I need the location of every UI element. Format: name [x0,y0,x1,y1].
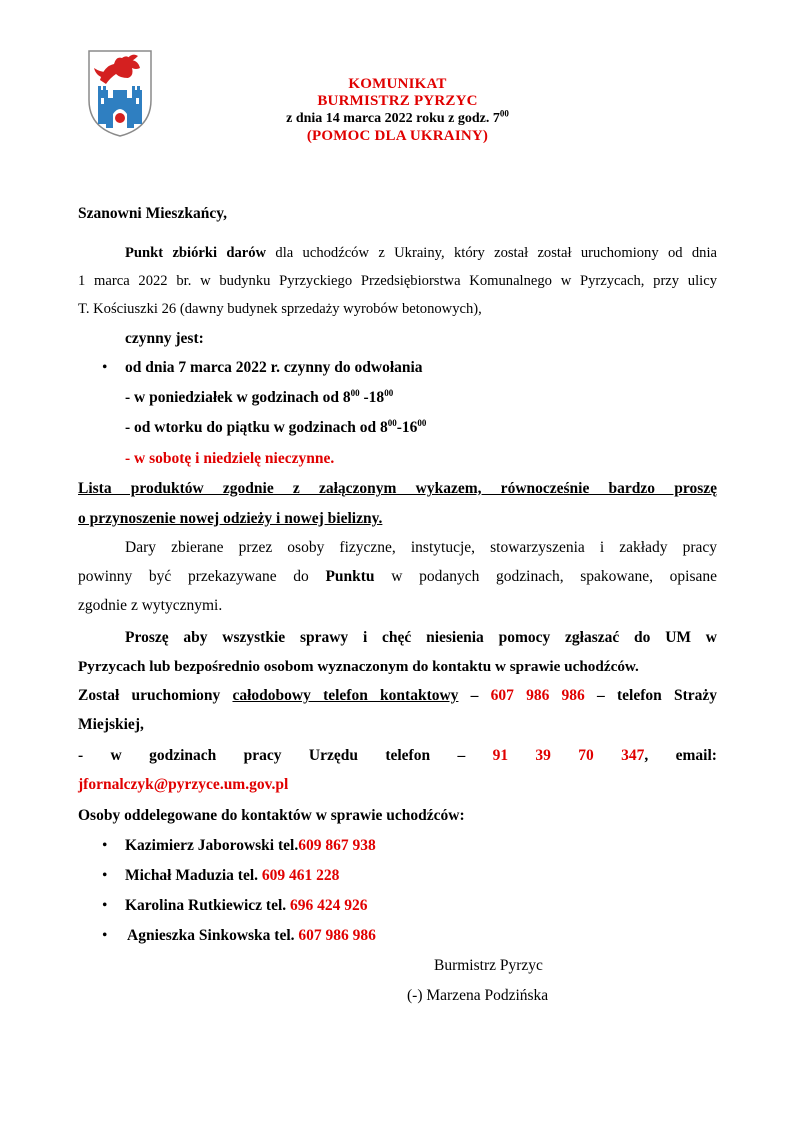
paragraph-1-line-1: Punkt zbiórki darów dla uchodźców z Ukrainy, który został został uruchomiony od dnia [125,245,717,261]
document-header [200,76,595,145]
header-issuer: BURMISTRZ PYRZYC [317,93,478,109]
header-title: KOMUNIKAT [348,76,447,92]
contact-item: Michał Maduzia tel. 609 461 228 [125,867,340,884]
office-hours-line: - w godzinach pracy Urzędu telefon – 91 39 70 347, email: [78,747,717,764]
monday-hours: - w poniedziałek w godzinach od $8^{00}$ $-18^{00}$ [125,387,394,406]
header-subject: (POMOC DLA UKRAINY) [306,128,489,144]
paragraph-2-line-2: powinny być przekazywane do Punktu w podanych godzinach, spakowane, opisane [78,568,717,585]
paragraph-1-line-3: T. Kościuszki 26 (dawny budynek sprzedaży wyrobów betonowych), [78,301,482,317]
coat-of-arms-icon [86,48,154,138]
paragraph-3-line-4: Miejskiej, [78,716,144,733]
paragraph-3-line-2: Pyrzycach lub bezpośrednio osobom wyznaczonym do kontaktu w sprawie uchodźców. [78,658,639,675]
paragraph-2-line-1: Dary zbierane przez osoby fizyczne, instytucje, stowarzyszenia i zakłady pracy [125,539,717,556]
paragraph-3-line-3: Został uruchomiony całodobowy telefon kontaktowy – 607 986 986 – telefon Straży [78,687,717,704]
list-notice-line-1: Lista produktów zgodnie z załączonym wykazem, równocześnie bardzo proszę [78,480,717,497]
bullet-icon: • [102,927,108,944]
bullet-icon: • [102,867,108,884]
bullet-icon: • [102,897,108,914]
signature-title: Burmistrz Pyrzyc [434,957,543,974]
paragraph-1-line-2: 1 marca 2022 br. w budynku Pyrzyckiego Przedsiębiorstwa Komunalnego w Pyrzycach, przy ulicy [78,273,717,289]
from-date: od dnia 7 marca 2022 r. czynny do odwołania [125,359,423,376]
active-label: czynny jest: [125,330,204,347]
greeting: Szanowni Mieszkańcy, [78,205,227,222]
bullet-icon: • [102,837,108,854]
contact-item: Kazimierz Jaborowski tel.609 867 938 [125,837,376,854]
header-date: z dnia 14 marca 2022 roku z godz. $7^{00}$ [286,108,509,126]
tuesday-friday-hours: - od wtorku do piątku w godzinach od $8^{00}-16^{00}$ [125,417,427,436]
paragraph-2-line-3: zgodnie z wytycznymi. [78,597,223,614]
list-notice-line-2: o przynoszenie nowej odzieży i nowej bielizny. [78,510,383,527]
signature-name: (-) Marzena Podzińska [407,987,549,1004]
bullet-icon: • [102,359,108,376]
paragraph-3-line-1: Proszę aby wszystkie sprawy i chęć niesienia pomocy zgłaszać do UM w [125,629,717,646]
contacts-title: Osoby oddelegowane do kontaktów w sprawie uchodźców: [78,807,465,824]
contact-item: Karolina Rutkiewicz tel. 696 424 926 [125,897,368,914]
contact-item: Agnieszka Sinkowska tel. 607 986 986 [127,927,376,944]
email-link[interactable]: jfornalczyk@pyrzyce.um.gov.pl [78,776,289,793]
weekend-closed: - w sobotę i niedzielę nieczynne. [125,450,335,467]
